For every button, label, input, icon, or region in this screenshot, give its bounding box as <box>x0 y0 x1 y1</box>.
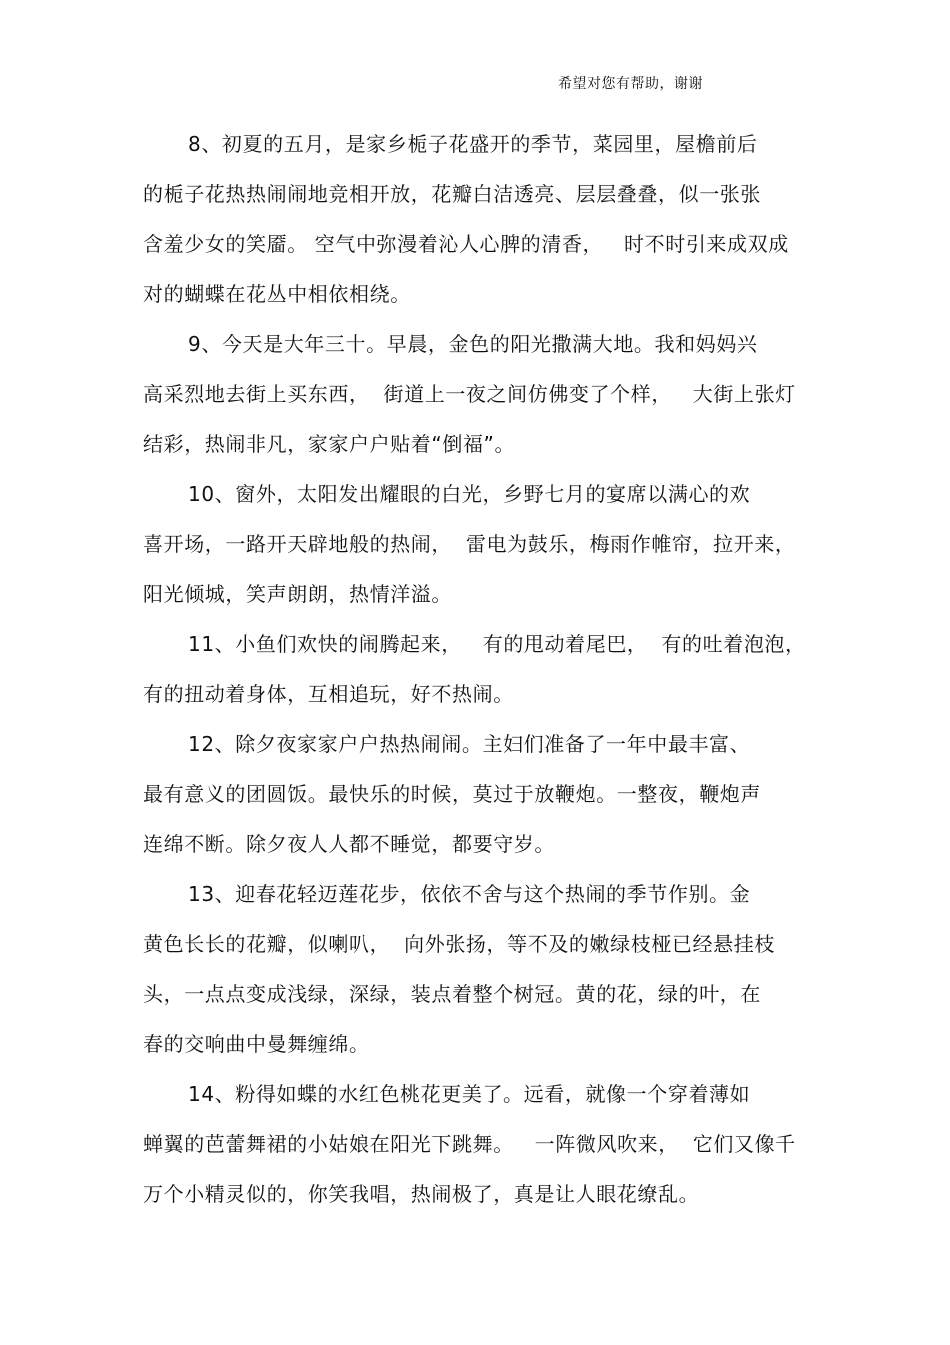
paragraph-line: 的栀子花热热闹闹地竞相开放，花瓣白洁透亮、层层叠叠，似一张张 <box>143 182 761 206</box>
paragraph-line: 9、今天是大年三十。早晨，金色的阳光撒满大地。我和妈妈兴 <box>188 332 758 356</box>
paragraph-line: 头，一点点变成浅绿，深绿，装点着整个树冠。黄的花，绿的叶，在 <box>143 982 761 1006</box>
paragraph-line: 结彩，热闹非凡，家家户户贴着“倒福”。 <box>143 432 516 456</box>
paragraph-line: 11、小鱼们欢快的闹腾起来， 有的甩动着尾巴， 有的吐着泡泡， <box>188 632 806 656</box>
paragraph-line: 10、窗外，太阳发出耀眼的白光，乡野七月的宴席以满心的欢 <box>188 482 751 506</box>
paragraph-line: 连绵不断。除夕夜人人都不睡觉，都要守岁。 <box>143 832 555 856</box>
paragraph-line: 喜开场，一路开天辟地般的热闹， 雷电为鼓乐，梅雨作帷帘，拉开来， <box>143 532 796 556</box>
paragraph-line: 黄色长长的花瓣，似喇叭， 向外张扬，等不及的嫩绿枝桠已经悬挂枝 <box>143 932 775 956</box>
paragraph-line: 8、初夏的五月，是家乡栀子花盛开的季节，菜园里，屋檐前后 <box>188 132 758 156</box>
paragraph-line: 13、迎春花轻迈莲花步，依依不舍与这个热闹的季节作别。金 <box>188 882 751 906</box>
header-note: 希望对您有帮助，谢谢 <box>558 76 703 92</box>
paragraph-line: 含羞少女的笑靥。 空气中弥漫着沁人心脾的清香， 时不时引来成双成 <box>143 232 789 256</box>
paragraph-line: 14、粉得如蝶的水红色桃花更美了。远看，就像一个穿着薄如 <box>188 1082 751 1106</box>
paragraph-line: 阳光倾城，笑声朗朗，热情洋溢。 <box>143 582 452 606</box>
paragraph-line: 高采烈地去街上买东西， 街道上一夜之间仿佛变了个样， 大街上张灯 <box>143 382 796 406</box>
paragraph-line: 对的蝴蝶在花丛中相依相绕。 <box>143 282 411 306</box>
paragraph-line: 12、除夕夜家家户户热热闹闹。主妇们准备了一年中最丰富、 <box>188 732 751 756</box>
paragraph-line: 有的扭动着身体，互相追玩，好不热闹。 <box>143 682 514 706</box>
paragraph-line: 万个小精灵似的，你笑我唱，热闹极了，真是让人眼花缭乱。 <box>143 1182 700 1206</box>
paragraph-line: 最有意义的团圆饭。最快乐的时候，莫过于放鞭炮。一整夜，鞭炮声 <box>143 782 761 806</box>
paragraph-line: 春的交响曲中曼舞缠绵。 <box>143 1032 370 1056</box>
paragraph-line: 蝉翼的芭蕾舞裙的小姑娘在阳光下跳舞。 一阵微风吹来， 它们又像千 <box>143 1132 796 1156</box>
